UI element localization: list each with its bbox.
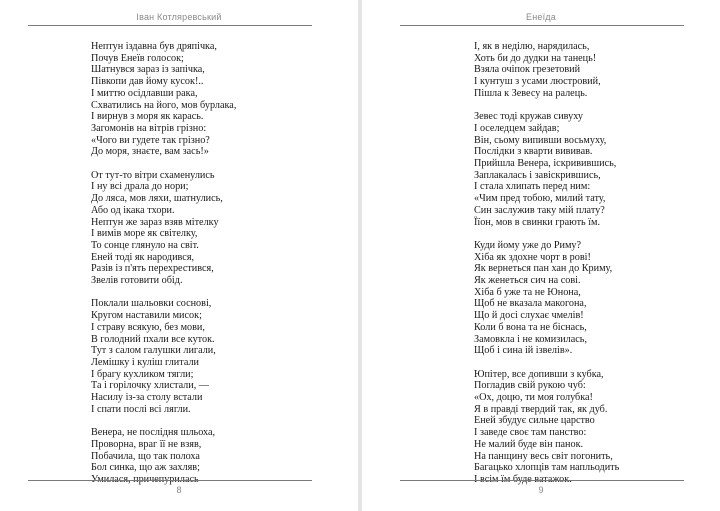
verse-line: Хіба б уже та не Юнона,: [474, 286, 581, 298]
verse-line: Хіба як здохне чорт в рові!: [474, 251, 591, 263]
stanza: [474, 41, 619, 100]
verse-line: Зевес тоді кружав сивуху: [474, 111, 584, 123]
verse-line: «Ох, доцю, ти моя голубка!: [474, 392, 593, 404]
running-head: Енеїда: [526, 12, 556, 22]
verse-line: І оселедцем зайдав;: [474, 122, 560, 134]
verse-line: Заплакалась і завіскрившись,: [474, 169, 601, 181]
header-rule: [28, 25, 312, 26]
verse-line: Син заслужив таку мій плату?: [474, 204, 605, 216]
verse-line: І всім їм буде ватажок.: [474, 473, 572, 485]
verse-line: Коли б вона та не біснась,: [474, 321, 587, 333]
verse-line: Щоб не вказала макогона,: [474, 298, 587, 310]
verse-line: І спати послі всі лягли.: [91, 403, 191, 415]
verse-line: До ляса, мов ляхи, шатнулись,: [91, 193, 223, 205]
verse-line: Поклали шальовки соснові,: [91, 298, 212, 310]
verse-line: Разів із п'ять перехрестився,: [91, 263, 214, 275]
verse-line: Він, сьому випивши восьмуху,: [474, 134, 607, 146]
verse-line: Лемішку і куліш глитали: [91, 356, 199, 368]
verse-line: Куди йому уже до Риму?: [474, 239, 582, 251]
left-page: [0, 0, 358, 511]
poem-text: [91, 41, 236, 486]
verse-line: Загомонів на вітрів грізно:: [91, 122, 207, 134]
verse-line: Щоб і сина ій ізвелів».: [474, 345, 573, 357]
page-number: 8: [176, 485, 182, 495]
verse-line: Замовкла і не комизилась,: [474, 333, 588, 345]
verse-line: Побачила, що так полоха: [91, 450, 200, 462]
running-head: Іван Котляревський: [136, 12, 222, 22]
verse-line: І страву всякую, без мови,: [91, 321, 205, 333]
verse-line: Нептун же зараз взяв мітелку: [91, 216, 219, 228]
verse-line: Або од ікака тхори.: [91, 204, 175, 216]
verse-line: До моря, знаєте, вам зась!»: [91, 146, 209, 158]
verse-line: І миттю осідлавши рака,: [91, 87, 198, 99]
verse-line: І, як в неділю, нарядилась,: [474, 41, 590, 52]
verse-line: Звелів готовити обід.: [91, 275, 183, 287]
verse-line: І стала хлипать перед ним:: [474, 181, 591, 193]
verse-line: Що й досі слухає чмелів!: [474, 310, 584, 322]
verse-line: Та і горілочку хлистали, —: [91, 380, 209, 392]
stanza: [474, 111, 619, 228]
verse-line: Багацько хлопців там напльодить: [474, 462, 620, 474]
verse-line: Нептун іздавна був дряпічка,: [91, 41, 217, 52]
verse-line: І вимів море як світелку,: [91, 228, 198, 240]
verse-line: І брагу кухликом тягли;: [91, 368, 194, 380]
verse-line: Схватились на його, мов бурлака,: [91, 99, 237, 111]
verse-line: Умилася, причепурилась: [91, 473, 199, 485]
stanza: [91, 298, 236, 415]
verse-line: Еней тоді як народився,: [91, 251, 195, 263]
verse-line: То сонце глянуло на світ.: [91, 239, 199, 251]
stanza: [474, 369, 619, 486]
poem-text: [474, 41, 619, 486]
verse-line: Їїон, мов в свинки грають їм.: [474, 216, 601, 228]
verse-line: Півкопи дав йому кусок!..: [91, 76, 204, 88]
stanza: [474, 240, 619, 357]
verse-line: Еней збудує сильне царство: [474, 415, 595, 427]
verse-line: І ну всі драла до нори;: [91, 181, 189, 193]
verse-line: «Чим пред тобою, милий тату,: [474, 193, 606, 205]
verse-line: І кунтуш з усами люстровий,: [474, 76, 601, 88]
stanza: [91, 170, 236, 287]
verse-line: Тут з салом галушки лигали,: [91, 345, 216, 357]
verse-line: Венера, не послідня шльоха,: [91, 427, 216, 439]
verse-line: Взяла очіпок грезетовий: [474, 64, 581, 76]
header-rule: [400, 25, 684, 26]
footer-rule: [28, 480, 312, 481]
verse-line: Кругом наставили мисок;: [91, 310, 202, 322]
verse-line: Як вернеться пан хан до Криму,: [474, 263, 613, 275]
verse-line: В голодний пхали все куток.: [91, 333, 215, 345]
verse-line: От тут-то вітри схаменулись: [91, 169, 215, 181]
verse-line: Послідки з кварти вививав.: [474, 146, 593, 158]
verse-line: На панщину весь світ погонить,: [474, 450, 613, 462]
verse-line: Проворна, враг її не взяв,: [91, 438, 202, 450]
verse-line: Почув Енеїв голосок;: [91, 52, 184, 64]
page-number: 9: [538, 485, 544, 495]
verse-line: Я в правді твердий так, як дуб.: [474, 403, 608, 415]
verse-line: Як женеться сич на сові.: [474, 275, 581, 287]
verse-line: І вирнув з моря як карась.: [91, 111, 204, 123]
verse-line: Юпітер, все допивши з кубка,: [474, 368, 604, 380]
verse-line: Бол синка, що аж захляв;: [91, 462, 200, 474]
verse-line: Насилу із-за столу встали: [91, 392, 203, 404]
verse-line: Прийшла Венера, іскривившись,: [474, 158, 617, 170]
verse-line: Пішла к Зевесу на ралець.: [474, 87, 588, 99]
stanza: [91, 41, 236, 158]
footer-rule: [400, 480, 684, 481]
verse-line: Хоть би до дудки на танець!: [474, 52, 597, 64]
stanza: [91, 427, 236, 486]
right-page: [362, 0, 720, 511]
verse-line: Шатнувся зараз із запічка,: [91, 64, 205, 76]
verse-line: І заведе своє там панство:: [474, 427, 587, 439]
verse-line: Не малий буде він панок.: [474, 438, 584, 450]
verse-line: Погладив свій рукою чуб:: [474, 380, 586, 392]
verse-line: «Чого ви гудете так грізно?: [91, 134, 210, 146]
